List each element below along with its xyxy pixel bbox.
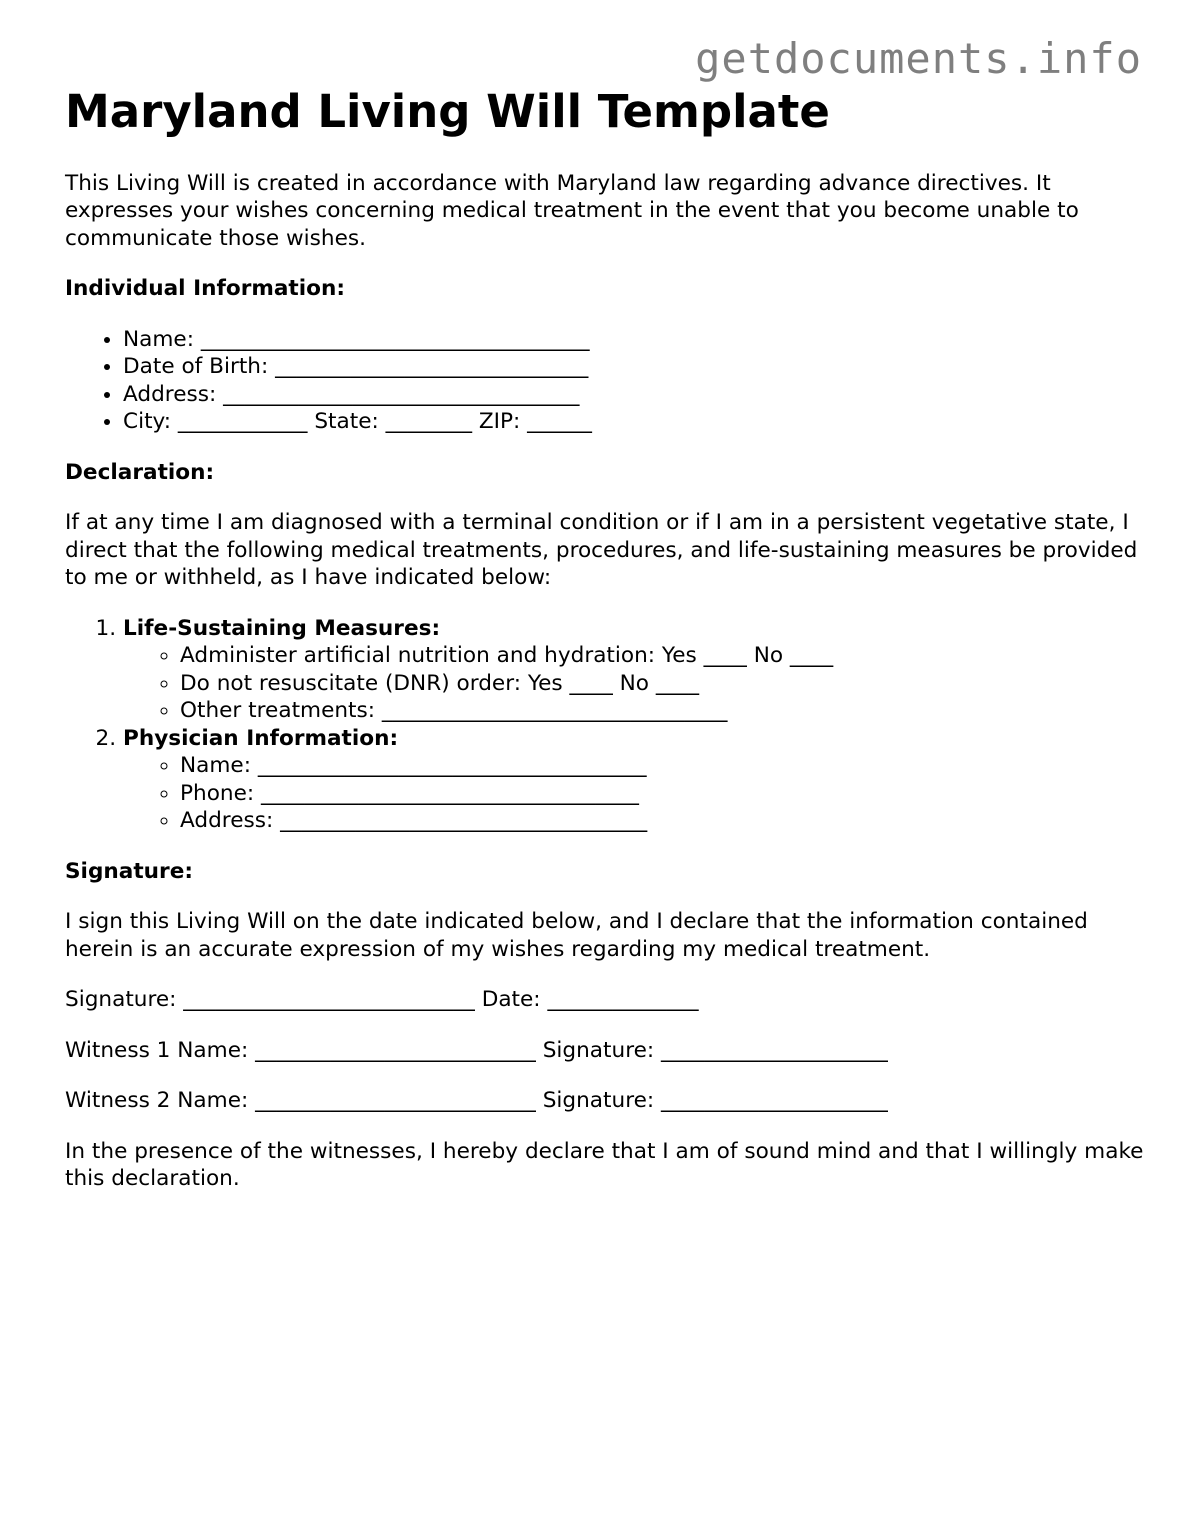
section-items — [123, 642, 1145, 725]
declaration-heading: Declaration: — [65, 459, 215, 485]
document-title: Maryland Living Will Template — [65, 85, 830, 138]
watermark: getdocuments.info — [695, 34, 1142, 83]
list-item: ◦ Address: __________________________________ — [180, 807, 1145, 835]
list-item: ◦ Do not resuscitate (DNR) order: Yes ____ No ____ — [180, 670, 1145, 698]
declaration-section — [123, 725, 1145, 835]
signature-line: Signature: ___________________________ Date: ______________ — [65, 987, 699, 1013]
signature-paragraph: I sign this Living Will on the date indicated below, and I declare that the information contained herein is an accurate expression of my wishes regarding my medical treatment. — [65, 909, 1088, 962]
list-item: ◦ Name: ____________________________________ — [180, 752, 1145, 780]
closing-paragraph: In the presence of the witnesses, I hereby declare that I am of sound mind and that I willingly make this declaration. — [65, 1138, 1144, 1192]
declaration-section — [123, 615, 1145, 725]
list-item: ◦ Other treatments: ________________________________ — [180, 697, 1145, 725]
list-item: • Name: ____________________________________ — [123, 326, 1145, 354]
section-items — [123, 752, 1145, 835]
witness-1-line: Witness 1 Name: __________________________ Signature: _____________________ — [65, 1037, 888, 1063]
list-item: • Date of Birth: _____________________________ — [123, 353, 1145, 381]
individual-info-list — [65, 326, 1145, 436]
individual-info-heading: Individual Information: — [65, 276, 345, 302]
document-page — [65, 86, 1145, 1193]
declaration-list — [65, 615, 1145, 835]
list-item: ◦ Phone: ___________________________________ — [180, 780, 1145, 808]
signature-heading: Signature: — [65, 858, 193, 884]
list-item: • Address: _________________________________ — [123, 381, 1145, 409]
section-title: Life-Sustaining Measures: — [123, 615, 441, 641]
section-title: Physician Information: — [123, 725, 399, 751]
declaration-paragraph: If at any time I am diagnosed with a terminal condition or if I am in a persistent vegetative state, I direct that the following medical treatments, procedures, and life-sustaining measures be provided to me or withheld, as I have indicated below: — [65, 510, 1138, 591]
witness-2-line: Witness 2 Name: __________________________ Signature: _____________________ — [65, 1088, 888, 1114]
intro-paragraph: This Living Will is created in accordance with Maryland law regarding advance directives. It expresses your wishes concerning medical treatment in the event that you become unable to communicate those wishes. — [65, 170, 1079, 251]
list-item: ◦ Administer artificial nutrition and hydration: Yes ____ No ____ — [180, 642, 1145, 670]
list-item: • City: ____________ State: ________ ZIP: ______ — [123, 408, 1145, 436]
